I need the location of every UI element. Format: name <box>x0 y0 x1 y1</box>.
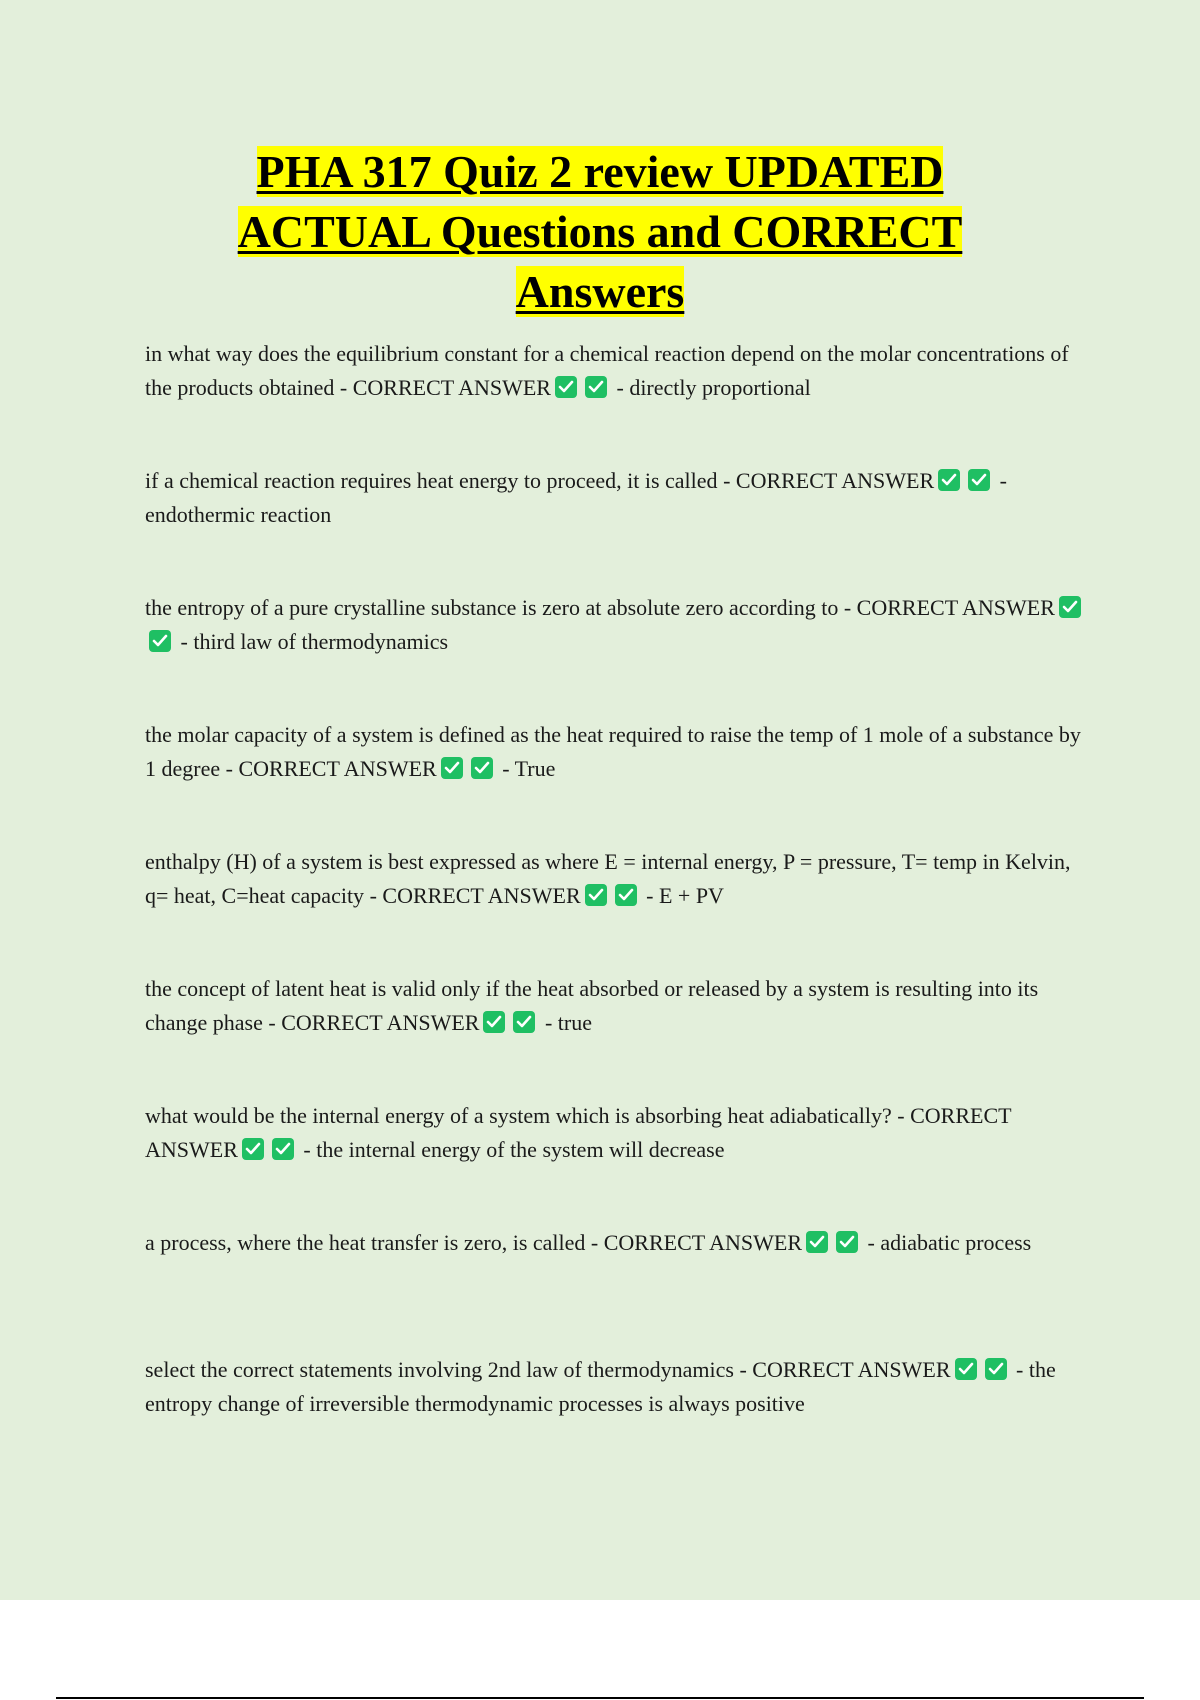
qa-item: what would be the internal energy of a system which is absorbing heat adiabatically? - CORRECT ANSWER - the internal energy of the system will decrease <box>145 1103 1012 1162</box>
question-text: the molar capacity of a system is defined as the heat required to raise the temp of 1 mole of a substance by 1 degree <box>145 722 1081 781</box>
qa-list <box>145 337 1095 1480</box>
answer-marker: CORRECT ANSWER <box>352 375 551 400</box>
qa-item: the molar capacity of a system is defined as the heat required to raise the temp of 1 mole of a substance by 1 degree - CORRECT ANSWER - True <box>145 722 1081 781</box>
answer-marker: CORRECT ANSWER <box>238 756 437 781</box>
question-text: in what way does the equilibrium constant for a chemical reaction depend on the molar concentrations of the products obtained <box>145 341 1069 400</box>
answer-text: E + PV <box>658 883 724 908</box>
check-mark-icon <box>242 1138 264 1160</box>
check-mark-icon <box>513 1011 535 1033</box>
check-mark-icon <box>272 1138 294 1160</box>
check-mark-icon <box>836 1231 858 1253</box>
answer-marker: CORRECT ANSWER <box>145 1103 1012 1162</box>
check-mark-icon <box>1059 596 1081 618</box>
qa-item: if a chemical reaction requires heat energy to proceed, it is called - CORRECT ANSWER - endothermic reaction <box>145 468 1007 527</box>
answer-text: endothermic reaction <box>145 502 332 527</box>
check-mark-icon <box>806 1231 828 1253</box>
question-text: the concept of latent heat is valid only if the heat absorbed or released by a system is resulting into its change phase <box>145 976 1039 1035</box>
answer-marker: CORRECT ANSWER <box>281 1010 480 1035</box>
answer-marker: CORRECT ANSWER <box>856 595 1055 620</box>
document-title <box>0 142 1200 322</box>
title-line-3: Answers <box>515 266 685 317</box>
check-mark-icon <box>585 376 607 398</box>
check-mark-icon <box>441 757 463 779</box>
question-text: enthalpy (H) of a system is best expressed as where E = internal energy, P = pressure, T= temp in Kelvin, q= heat, C=heat capacity <box>145 849 1071 908</box>
answer-marker: CORRECT ANSWER <box>382 883 581 908</box>
answer-text: third law of thermodynamics <box>193 629 449 654</box>
answer-text: the internal energy of the system will decrease <box>316 1137 725 1162</box>
check-mark-icon <box>555 376 577 398</box>
answer-text: directly proportional <box>629 375 811 400</box>
check-mark-icon <box>968 469 990 491</box>
answer-marker: CORRECT ANSWER <box>752 1357 951 1382</box>
qa-item: select the correct statements involving 2nd law of thermodynamics - CORRECT ANSWER - the entropy change of irreversible thermodynamic processes is always positive <box>145 1357 1056 1416</box>
check-mark-icon <box>615 884 637 906</box>
answer-text: adiabatic process <box>880 1230 1032 1255</box>
answer-marker: CORRECT ANSWER <box>735 468 935 493</box>
answer-text: true <box>557 1010 592 1035</box>
check-mark-icon <box>938 469 960 491</box>
qa-item: in what way does the equilibrium constant for a chemical reaction depend on the molar concentrations of the products obtained - CORRECT ANSWER - directly proportional <box>145 341 1069 400</box>
qa-item: a process, where the heat transfer is zero, is called - CORRECT ANSWER - adiabatic process <box>145 1230 1032 1255</box>
title-line-2: ACTUAL Questions and CORRECT <box>237 206 963 257</box>
check-mark-icon <box>585 884 607 906</box>
question-text: the entropy of a pure crystalline substance is zero at absolute zero according to <box>145 595 839 620</box>
qa-item: the concept of latent heat is valid only if the heat absorbed or released by a system is resulting into its change phase - CORRECT ANSWER - true <box>145 976 1039 1035</box>
footer-rule <box>56 1697 1144 1699</box>
check-mark-icon <box>149 630 171 652</box>
answer-marker: CORRECT ANSWER <box>603 1230 802 1255</box>
title-line-1: PHA 317 Quiz 2 review UPDATED <box>256 146 944 197</box>
question-text: a process, where the heat transfer is zero, is called <box>145 1230 586 1255</box>
question-text: select the correct statements involving 2nd law of thermodynamics <box>145 1357 734 1382</box>
check-mark-icon <box>483 1011 505 1033</box>
check-mark-icon <box>471 757 493 779</box>
question-text: what would be the internal energy of a system which is absorbing heat adiabatically? <box>145 1103 892 1128</box>
question-text: if a chemical reaction requires heat energy to proceed, it is called <box>145 468 718 493</box>
qa-item: the entropy of a pure crystalline substance is zero at absolute zero according to - CORRECT ANSWER - third law of thermodynamics <box>145 591 1095 659</box>
qa-item: enthalpy (H) of a system is best expressed as where E = internal energy, P = pressure, T= temp in Kelvin, q= heat, C=heat capacity - CORRECT ANSWER - E + PV <box>145 849 1071 908</box>
check-mark-icon <box>955 1358 977 1380</box>
check-mark-icon <box>985 1358 1007 1380</box>
answer-text: True <box>514 756 556 781</box>
answer-text: the entropy change of irreversible thermodynamic processes is always positive <box>145 1357 1056 1416</box>
